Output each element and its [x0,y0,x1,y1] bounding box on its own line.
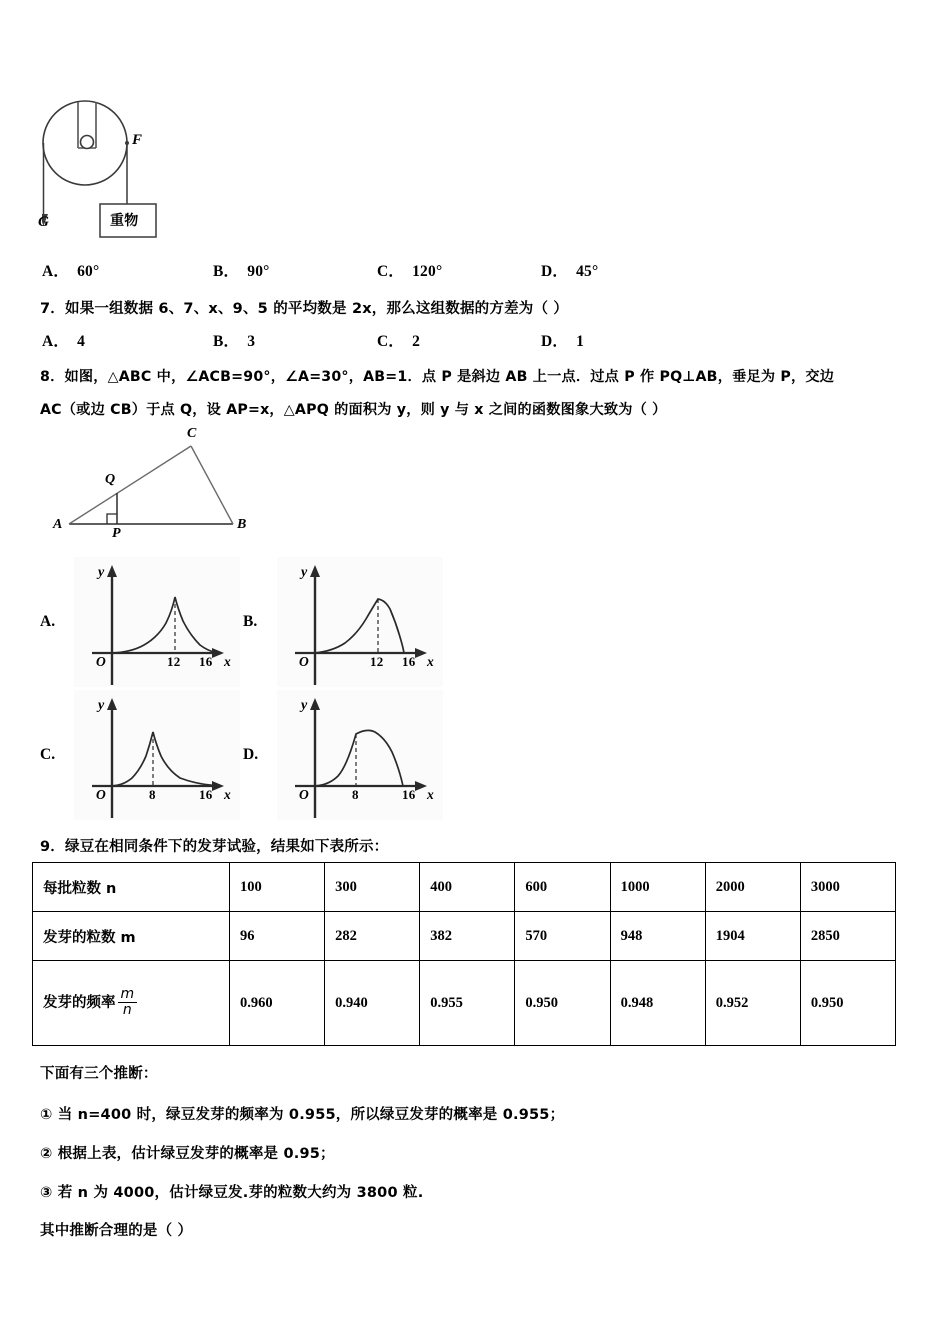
triangle-label-p: P [112,526,121,541]
row-header-frequency-text: 发芽的频率 [43,995,116,1011]
graph-a-tick-16: 16 [199,654,213,669]
table-cell: 3000 [800,863,895,912]
table-row-germinated-count [33,912,896,961]
graph-option-c-letter: C. [40,746,56,763]
q7-stem: 7．如果一组数据 6、7、x、9、5 的平均数是 2x，那么这组数据的方差为（ ） [40,301,569,317]
germination-frequency-table [32,862,896,1046]
q9-inference-3: ③ 若 n 为 4000，估计绿豆发.芽的粒数大约为 3800 粒. [40,1185,424,1201]
q7-option-c[interactable]: C． 2 [377,333,421,350]
table-cell: 0.955 [420,961,515,1046]
graph-d-y-label: y [301,698,308,713]
q6-option-a[interactable]: A． 60° [42,263,100,280]
table-cell: 948 [610,912,705,961]
graph-option-c[interactable] [40,690,240,822]
table-cell: 570 [515,912,610,961]
fraction-numerator: m [120,985,135,1002]
graph-options-row-1 [0,557,950,689]
graph-a-origin-label: O [96,654,106,669]
graph-option-b-plot [277,557,443,687]
table-cell: 2000 [705,863,800,912]
pulley-weight-box-label: 重物 [110,213,139,229]
graph-d-origin-label: O [299,787,309,802]
table-cell: 282 [325,912,420,961]
graph-option-a[interactable] [40,557,240,689]
table-cell: 382 [420,912,515,961]
fraction-m-over-n [118,987,138,1017]
q9-inference-2: ② 根据上表，估计绿豆发芽的概率是 0.95； [40,1146,335,1162]
table-cell: 300 [325,863,420,912]
q7-option-b[interactable]: B． 3 [213,333,256,350]
table-cell: 1000 [610,863,705,912]
triangle-label-b: B [237,517,247,532]
graph-options-row-2 [0,690,950,822]
graph-a-tick-12: 12 [167,654,181,669]
q7-option-a[interactable]: A． 4 [42,333,86,350]
triangle-apq-diagram [55,424,270,550]
pulley-with-weight-diagram [38,76,172,246]
q9-closing: 其中推断合理的是（ ） [40,1223,193,1239]
graph-c-tick-8: 8 [149,787,156,802]
q6-option-c[interactable]: C． 120° [377,263,443,280]
graph-option-d-plot [277,690,443,820]
table-cell: 400 [420,863,515,912]
q8-stem-line2: AC（或边 CB）于点 Q，设 AP=x，△APQ 的面积为 y，则 y 与 x 之间的函数图象大致为（ ） [40,402,667,418]
triangle-label-a: A [53,517,63,532]
graph-option-d-letter: D. [243,746,259,763]
table-cell: 100 [230,863,325,912]
pulley-svg [42,76,172,246]
graph-c-y-label: y [98,698,105,713]
graph-d-tick-8: 8 [352,787,359,802]
fraction-denominator: n [118,1002,138,1018]
graph-b-x-label: x [427,654,434,669]
triangle-label-q: Q [105,472,116,487]
table-cell: 1904 [705,912,800,961]
table-cell: 600 [515,863,610,912]
table-cell: 0.940 [325,961,420,1046]
graph-option-b-letter: B. [243,613,258,630]
graph-c-origin-label: O [96,787,106,802]
table-cell: 2850 [800,912,895,961]
q8-stem-line1: 8．如图，△ABC 中，∠ACB=90°，∠A=30°，AB=1．点 P 是斜边 AB 上一点．过点 P 作 PQ⊥AB，垂足为 P，交边 [40,369,835,385]
table-row-germination-frequency [33,961,896,1046]
graph-d-x-label: x [427,787,434,802]
table-cell: 0.950 [800,961,895,1046]
graph-d-tick-16: 16 [402,787,416,802]
table-cell: 0.960 [230,961,325,1046]
table-cell: 96 [230,912,325,961]
q6-option-b[interactable]: B． 90° [213,263,270,280]
graph-option-d[interactable] [243,690,443,822]
graph-a-x-label: x [224,654,231,669]
q6-option-d[interactable]: D． 45° [541,263,599,280]
q9-inference-1: ① 当 n=400 时，绿豆发芽的频率为 0.955，所以绿豆发芽的概率是 0.955； [40,1107,565,1123]
row-header-germinated-count: 发芽的粒数 m [33,912,230,961]
graph-c-tick-16: 16 [199,787,213,802]
graph-option-a-letter: A. [40,613,56,630]
triangle-label-c: C [187,426,197,441]
graph-a-y-label: y [98,565,105,580]
table-cell: 0.950 [515,961,610,1046]
table-cell: 0.948 [610,961,705,1046]
row-header-batch-size: 每批粒数 n [33,863,230,912]
q9-inferences-intro: 下面有三个推断： [40,1066,158,1082]
table-cell: 0.952 [705,961,800,1046]
pulley-gravity-label: G [38,214,50,230]
table-row-batch-size [33,863,896,912]
graph-option-b[interactable] [243,557,443,689]
graph-option-a-plot [74,557,240,687]
graph-c-x-label: x [224,787,231,802]
graph-option-c-plot [74,690,240,820]
graph-b-tick-16: 16 [402,654,416,669]
q7-option-d[interactable]: D． 1 [541,333,585,350]
row-header-germination-frequency [33,961,230,1046]
graph-b-y-label: y [301,565,308,580]
pulley-force-label: F [132,132,143,148]
q9-stem: 9．绿豆在相同条件下的发芽试验，结果如下表所示： [40,839,389,855]
graph-b-tick-12: 12 [370,654,384,669]
graph-b-origin-label: O [299,654,309,669]
